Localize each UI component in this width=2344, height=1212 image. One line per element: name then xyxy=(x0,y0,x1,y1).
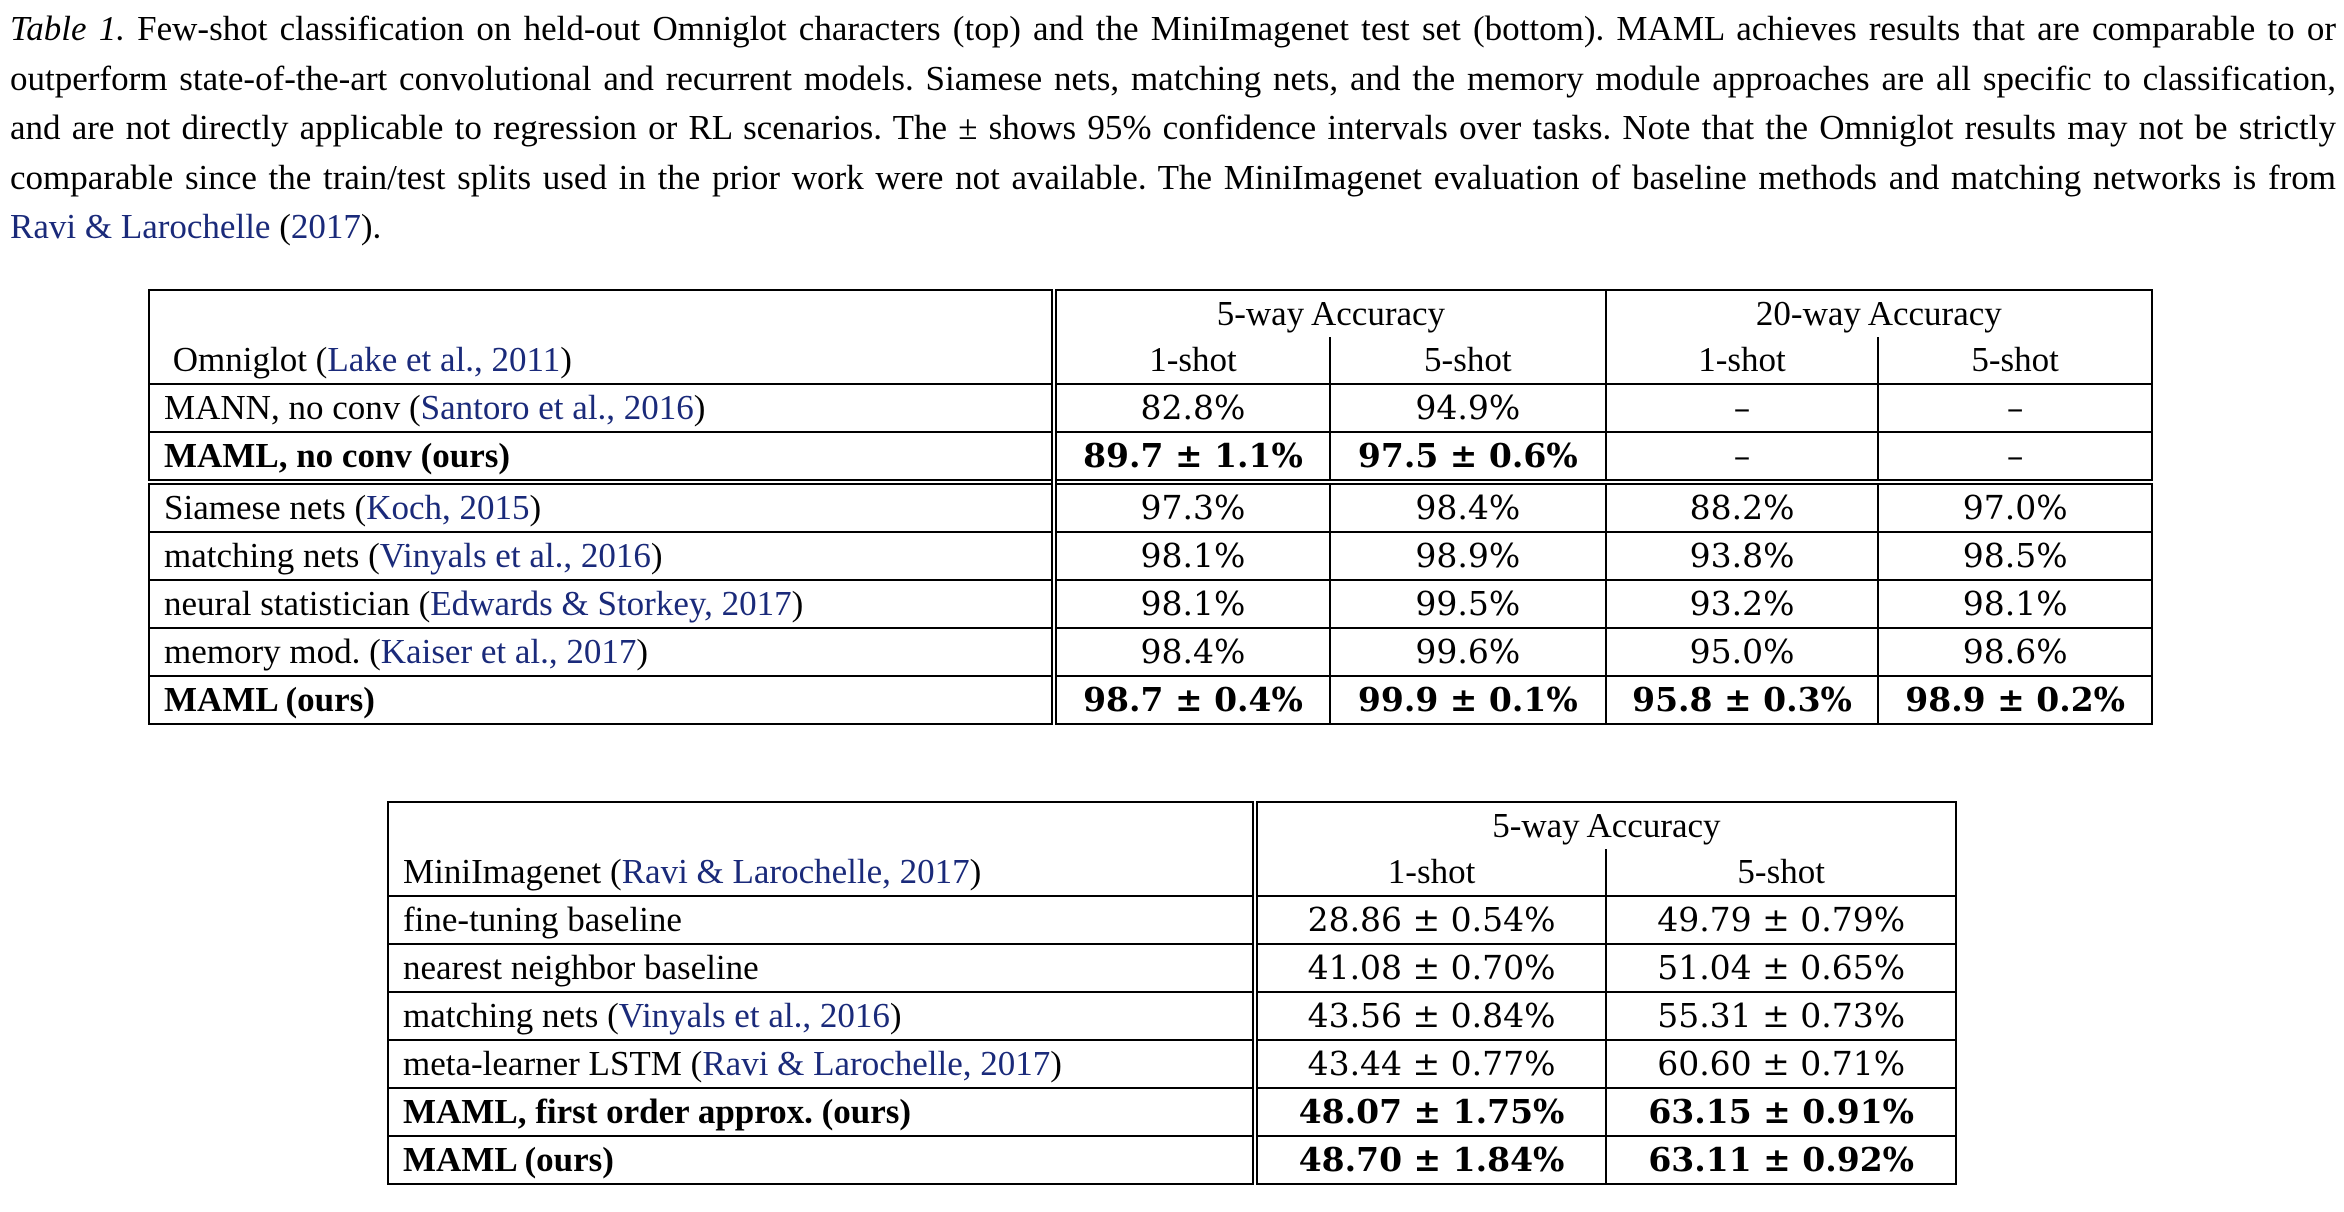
miniimagenet-1shot-value-cell xyxy=(1255,1040,1607,1088)
omniglot-5way-1shot-value-cell xyxy=(1054,384,1330,432)
miniimagenet-method-name: MAML, first order approx. (ours) xyxy=(403,1092,912,1131)
omniglot-5way-1shot-value-cell xyxy=(1054,676,1330,724)
omniglot-method-name: matching nets ( xyxy=(164,536,380,575)
miniimagenet-1shot-accuracy-value: 28.86 ± 0.54% xyxy=(1307,900,1556,939)
omniglot-5way-1shot-accuracy-value: 98.4% xyxy=(1140,632,1246,671)
omniglot-5way-1shot-accuracy-value: 82.8% xyxy=(1140,388,1246,427)
omniglot-method-citation-link[interactable]: Edwards & Storkey, 2017 xyxy=(430,584,792,623)
omniglot-20way-1shot-accuracy-value: – xyxy=(1733,436,1751,475)
miniimagenet-method-cell xyxy=(388,1136,1255,1184)
omniglot-5way-group-header: 5-way Accuracy xyxy=(1054,290,1606,337)
omniglot-20way-1shot-accuracy-value: 95.0% xyxy=(1689,632,1795,671)
miniimagenet-5shot-accuracy-value: 55.31 ± 0.73% xyxy=(1657,996,1906,1035)
miniimagenet-5shot-accuracy-value: 63.11 ± 0.92% xyxy=(1648,1140,1915,1179)
omniglot-method-citation-close: ) xyxy=(693,388,706,427)
omniglot-method-name: MAML (ours) xyxy=(164,680,375,719)
omniglot-method-citation-link[interactable]: Kaiser et al., 2017 xyxy=(380,632,637,671)
omniglot-5way-5shot-accuracy-value: 94.9% xyxy=(1415,388,1521,427)
miniimagenet-5shot-value-cell xyxy=(1606,1136,1956,1184)
miniimagenet-table-row xyxy=(388,1040,1956,1088)
omniglot-20way-5shot-accuracy-value: 98.9 ± 0.2% xyxy=(1905,680,2126,719)
omniglot-20way-5shot-value-cell xyxy=(1878,676,2152,724)
miniimagenet-column-header-row xyxy=(388,849,1956,896)
miniimagenet-method-cell xyxy=(388,1088,1255,1136)
omniglot-20way-1shot-accuracy-value: – xyxy=(1733,388,1751,427)
omniglot-20way-5shot-accuracy-value: 98.5% xyxy=(1962,536,2068,575)
omniglot-table-row xyxy=(149,432,2152,482)
omniglot-5way-5shot-value-cell xyxy=(1330,384,1606,432)
omniglot-20way-5shot-accuracy-value: 98.1% xyxy=(1962,584,2068,623)
omniglot-5way-1shot-value-cell xyxy=(1054,532,1330,580)
miniimagenet-method-cell xyxy=(388,944,1255,992)
omniglot-method-citation-link[interactable]: Koch, 2015 xyxy=(366,488,530,527)
miniimagenet-method-citation-link[interactable]: Vinyals et al., 2016 xyxy=(618,996,890,1035)
omniglot-5way-5shot-accuracy-value: 98.4% xyxy=(1415,488,1521,527)
omniglot-5way-5shot-value-cell xyxy=(1330,432,1606,482)
omniglot-method-citation-close: ) xyxy=(636,632,649,671)
omniglot-20way-5shot-value-cell xyxy=(1878,384,2152,432)
miniimagenet-group-header-row xyxy=(388,802,1956,849)
omniglot-method-cell xyxy=(149,628,1054,676)
omniglot-20way-group-header: 20-way Accuracy xyxy=(1606,290,2152,337)
omniglot-method-citation-close: ) xyxy=(650,536,663,575)
omniglot-20way-5shot-accuracy-value: 98.6% xyxy=(1962,632,2068,671)
miniimagenet-method-cell xyxy=(388,896,1255,944)
miniimagenet-5shot-header: 5-shot xyxy=(1606,849,1956,896)
omniglot-table-row xyxy=(149,532,2152,580)
miniimagenet-method-cell xyxy=(388,1040,1255,1088)
omniglot-20way-1shot-accuracy-value: 93.2% xyxy=(1689,584,1795,623)
miniimagenet-1shot-accuracy-value: 48.07 ± 1.75% xyxy=(1298,1092,1565,1131)
miniimagenet-1shot-accuracy-value: 48.70 ± 1.84% xyxy=(1298,1140,1565,1179)
omniglot-20way-1shot-value-cell xyxy=(1606,628,1879,676)
omniglot-20way-1shot-value-cell xyxy=(1606,532,1879,580)
caption-citation-link[interactable]: Ravi & Larochelle xyxy=(10,207,271,246)
miniimagenet-method-cell xyxy=(388,992,1255,1040)
miniimagenet-1shot-accuracy-value: 43.56 ± 0.84% xyxy=(1307,996,1556,1035)
omniglot-table-row xyxy=(149,482,2152,532)
omniglot-20way-1shot-value-cell xyxy=(1606,580,1879,628)
miniimagenet-1shot-value-cell xyxy=(1255,1136,1607,1184)
omniglot-20way-1shot-value-cell xyxy=(1606,482,1879,532)
omniglot-5way-5shot-header: 5-shot xyxy=(1330,337,1606,384)
miniimagenet-method-citation-close: ) xyxy=(1050,1044,1062,1083)
omniglot-table-row xyxy=(149,384,2152,432)
omniglot-20way-5shot-accuracy-value: – xyxy=(2006,436,2024,475)
omniglot-20way-1shot-value-cell xyxy=(1606,432,1879,482)
miniimagenet-5way-group-header: 5-way Accuracy xyxy=(1255,802,1956,849)
miniimagenet-method-citation-link[interactable]: Ravi & Larochelle, 2017 xyxy=(702,1044,1051,1083)
omniglot-method-name: neural statistician ( xyxy=(164,584,431,623)
omniglot-20way-5shot-value-cell xyxy=(1878,432,2152,482)
omniglot-5way-1shot-accuracy-value: 98.1% xyxy=(1140,584,1246,623)
miniimagenet-method-name: meta-learner LSTM ( xyxy=(403,1044,703,1083)
omniglot-method-name: MANN, no conv ( xyxy=(164,388,421,427)
omniglot-20way-5shot-accuracy-value: 97.0% xyxy=(1962,488,2068,527)
omniglot-20way-1shot-accuracy-value: 93.8% xyxy=(1689,536,1795,575)
omniglot-method-cell xyxy=(149,482,1054,532)
omniglot-group-header-row xyxy=(149,290,2152,337)
omniglot-method-cell xyxy=(149,532,1054,580)
omniglot-method-citation-close: ) xyxy=(529,488,542,527)
omniglot-5way-5shot-accuracy-value: 99.5% xyxy=(1415,584,1521,623)
miniimagenet-table-row xyxy=(388,992,1956,1040)
omniglot-dataset-citation-link[interactable]: Lake et al., 2011 xyxy=(327,340,561,379)
miniimagenet-method-name: matching nets ( xyxy=(403,996,619,1035)
omniglot-5way-1shot-value-cell xyxy=(1054,482,1330,532)
miniimagenet-table-row xyxy=(388,1136,1956,1184)
omniglot-method-citation-close: ) xyxy=(791,584,804,623)
miniimagenet-method-citation-close: ) xyxy=(889,996,902,1035)
omniglot-5way-1shot-accuracy-value: 89.7 ± 1.1% xyxy=(1083,436,1303,475)
miniimagenet-1shot-value-cell xyxy=(1255,1088,1607,1136)
omniglot-5way-5shot-value-cell xyxy=(1330,532,1606,580)
omniglot-column-header-row xyxy=(149,337,2152,384)
omniglot-5way-1shot-value-cell xyxy=(1054,628,1330,676)
miniimagenet-method-name: nearest neighbor baseline xyxy=(403,948,759,987)
caption-text: Few-shot classification on held-out Omniglot characters (top) and the MiniImagenet test set (bottom). MAML achieves results that are comparable to or outperform state-of-the-art convolutional and recurrent models. Siamese nets, matching nets, and the memory module approaches are all specific to classification, and are not directly applicable to regression or RL scenarios. The ± shows 95% confidence intervals over tasks. Note that the Omniglot results may not be strictly comparable since the train/test splits used in the prior work were not available. The MiniImagenet evaluation of baseline methods and matching networks is from xyxy=(10,9,2336,197)
omniglot-5way-5shot-accuracy-value: 97.5 ± 0.6% xyxy=(1357,436,1578,475)
miniimagenet-table-row xyxy=(388,944,1956,992)
miniimagenet-1shot-value-cell xyxy=(1255,944,1607,992)
miniimagenet-table-row xyxy=(388,1088,1956,1136)
omniglot-dataset-label: Omniglot (Lake et al., 2011) xyxy=(149,337,1054,384)
miniimagenet-1shot-value-cell xyxy=(1255,896,1607,944)
omniglot-5way-5shot-accuracy-value: 99.9 ± 0.1% xyxy=(1357,680,1578,719)
miniimagenet-5shot-value-cell xyxy=(1606,1040,1956,1088)
omniglot-20way-5shot-value-cell xyxy=(1878,482,2152,532)
omniglot-5way-1shot-value-cell xyxy=(1054,580,1330,628)
miniimagenet-results-table xyxy=(387,801,1957,1185)
omniglot-20way-5shot-value-cell xyxy=(1878,580,2152,628)
omniglot-5way-1shot-accuracy-value: 97.3% xyxy=(1140,488,1246,527)
omniglot-20way-1shot-accuracy-value: 88.2% xyxy=(1689,488,1795,527)
omniglot-20way-5shot-value-cell xyxy=(1878,628,2152,676)
miniimagenet-5shot-accuracy-value: 49.79 ± 0.79% xyxy=(1657,900,1906,939)
omniglot-method-cell xyxy=(149,676,1054,724)
miniimagenet-5shot-value-cell xyxy=(1606,944,1956,992)
omniglot-method-cell xyxy=(149,580,1054,628)
omniglot-method-citation-link[interactable]: Santoro et al., 2016 xyxy=(420,388,694,427)
miniimagenet-5shot-accuracy-value: 60.60 ± 0.71% xyxy=(1657,1044,1906,1083)
omniglot-table-row xyxy=(149,628,2152,676)
omniglot-method-citation-link[interactable]: Vinyals et al., 2016 xyxy=(379,536,651,575)
omniglot-20way-1shot-value-cell xyxy=(1606,384,1879,432)
miniimagenet-1shot-header: 1-shot xyxy=(1387,852,1476,891)
omniglot-method-name: memory mod. ( xyxy=(164,632,381,671)
miniimagenet-5shot-value-cell xyxy=(1606,896,1956,944)
miniimagenet-5shot-value-cell xyxy=(1606,992,1956,1040)
omniglot-method-cell xyxy=(149,432,1054,482)
miniimagenet-5shot-value-cell xyxy=(1606,1088,1956,1136)
omniglot-5way-1shot-header: 1-shot xyxy=(1149,340,1237,379)
omniglot-table-row xyxy=(149,580,2152,628)
miniimagenet-method-name: MAML (ours) xyxy=(403,1140,614,1179)
omniglot-5way-5shot-value-cell xyxy=(1330,580,1606,628)
caption-label: Table 1. xyxy=(10,9,125,48)
miniimagenet-1shot-value-cell xyxy=(1255,992,1607,1040)
omniglot-table-row xyxy=(149,676,2152,724)
miniimagenet-table-row xyxy=(388,896,1956,944)
omniglot-5way-5shot-value-cell xyxy=(1330,676,1606,724)
omniglot-5way-5shot-value-cell xyxy=(1330,628,1606,676)
miniimagenet-5shot-accuracy-value: 51.04 ± 0.65% xyxy=(1657,948,1906,987)
omniglot-5way-5shot-accuracy-value: 99.6% xyxy=(1415,632,1521,671)
miniimagenet-dataset-label: MiniImagenet (Ravi & Larochelle, 2017) xyxy=(388,849,1255,896)
omniglot-20way-1shot-value-cell xyxy=(1606,676,1879,724)
miniimagenet-1shot-accuracy-value: 41.08 ± 0.70% xyxy=(1307,948,1556,987)
miniimagenet-dataset-citation-link[interactable]: Ravi & Larochelle, 2017 xyxy=(621,852,970,891)
table-caption: Table 1. Few-shot classification on held-out Omniglot characters (top) and the MiniImagenet test set (bottom). MAML achieves results that are comparable to or outperform state-of-the-art convolutional and recurrent models. Siamese nets, matching nets, and the memory module approaches are all specific to classification, and are not directly applicable to regression or RL scenarios. The ± shows 95% confidence intervals over tasks. Note that the Omniglot results may not be strictly comparable since the train/test splits used in the prior work were not available. The MiniImagenet evaluation of baseline methods and matching networks is from Ravi & Larochelle (2017). xyxy=(10,9,2336,246)
omniglot-method-cell xyxy=(149,384,1054,432)
omniglot-results-table xyxy=(148,289,2153,725)
omniglot-5way-1shot-accuracy-value: 98.1% xyxy=(1140,536,1246,575)
omniglot-5way-1shot-accuracy-value: 98.7 ± 0.4% xyxy=(1083,680,1303,719)
omniglot-20way-5shot-accuracy-value: – xyxy=(2006,388,2024,427)
miniimagenet-method-name: fine-tuning baseline xyxy=(403,900,682,939)
omniglot-20way-1shot-header: 1-shot xyxy=(1606,337,1879,384)
miniimagenet-5shot-accuracy-value: 63.15 ± 0.91% xyxy=(1648,1092,1915,1131)
omniglot-method-name: Siamese nets ( xyxy=(164,488,367,527)
omniglot-5way-5shot-accuracy-value: 98.9% xyxy=(1415,536,1521,575)
omniglot-5way-1shot-value-cell xyxy=(1054,432,1330,482)
omniglot-method-name: MAML, no conv (ours) xyxy=(164,436,511,475)
omniglot-20way-5shot-header: 5-shot xyxy=(1878,337,2152,384)
omniglot-5way-5shot-value-cell xyxy=(1330,482,1606,532)
miniimagenet-1shot-accuracy-value: 43.44 ± 0.77% xyxy=(1307,1044,1556,1083)
omniglot-20way-5shot-value-cell xyxy=(1878,532,2152,580)
caption-citation-year-link[interactable]: 2017 xyxy=(290,207,361,246)
omniglot-20way-1shot-accuracy-value: 95.8 ± 0.3% xyxy=(1632,680,1852,719)
